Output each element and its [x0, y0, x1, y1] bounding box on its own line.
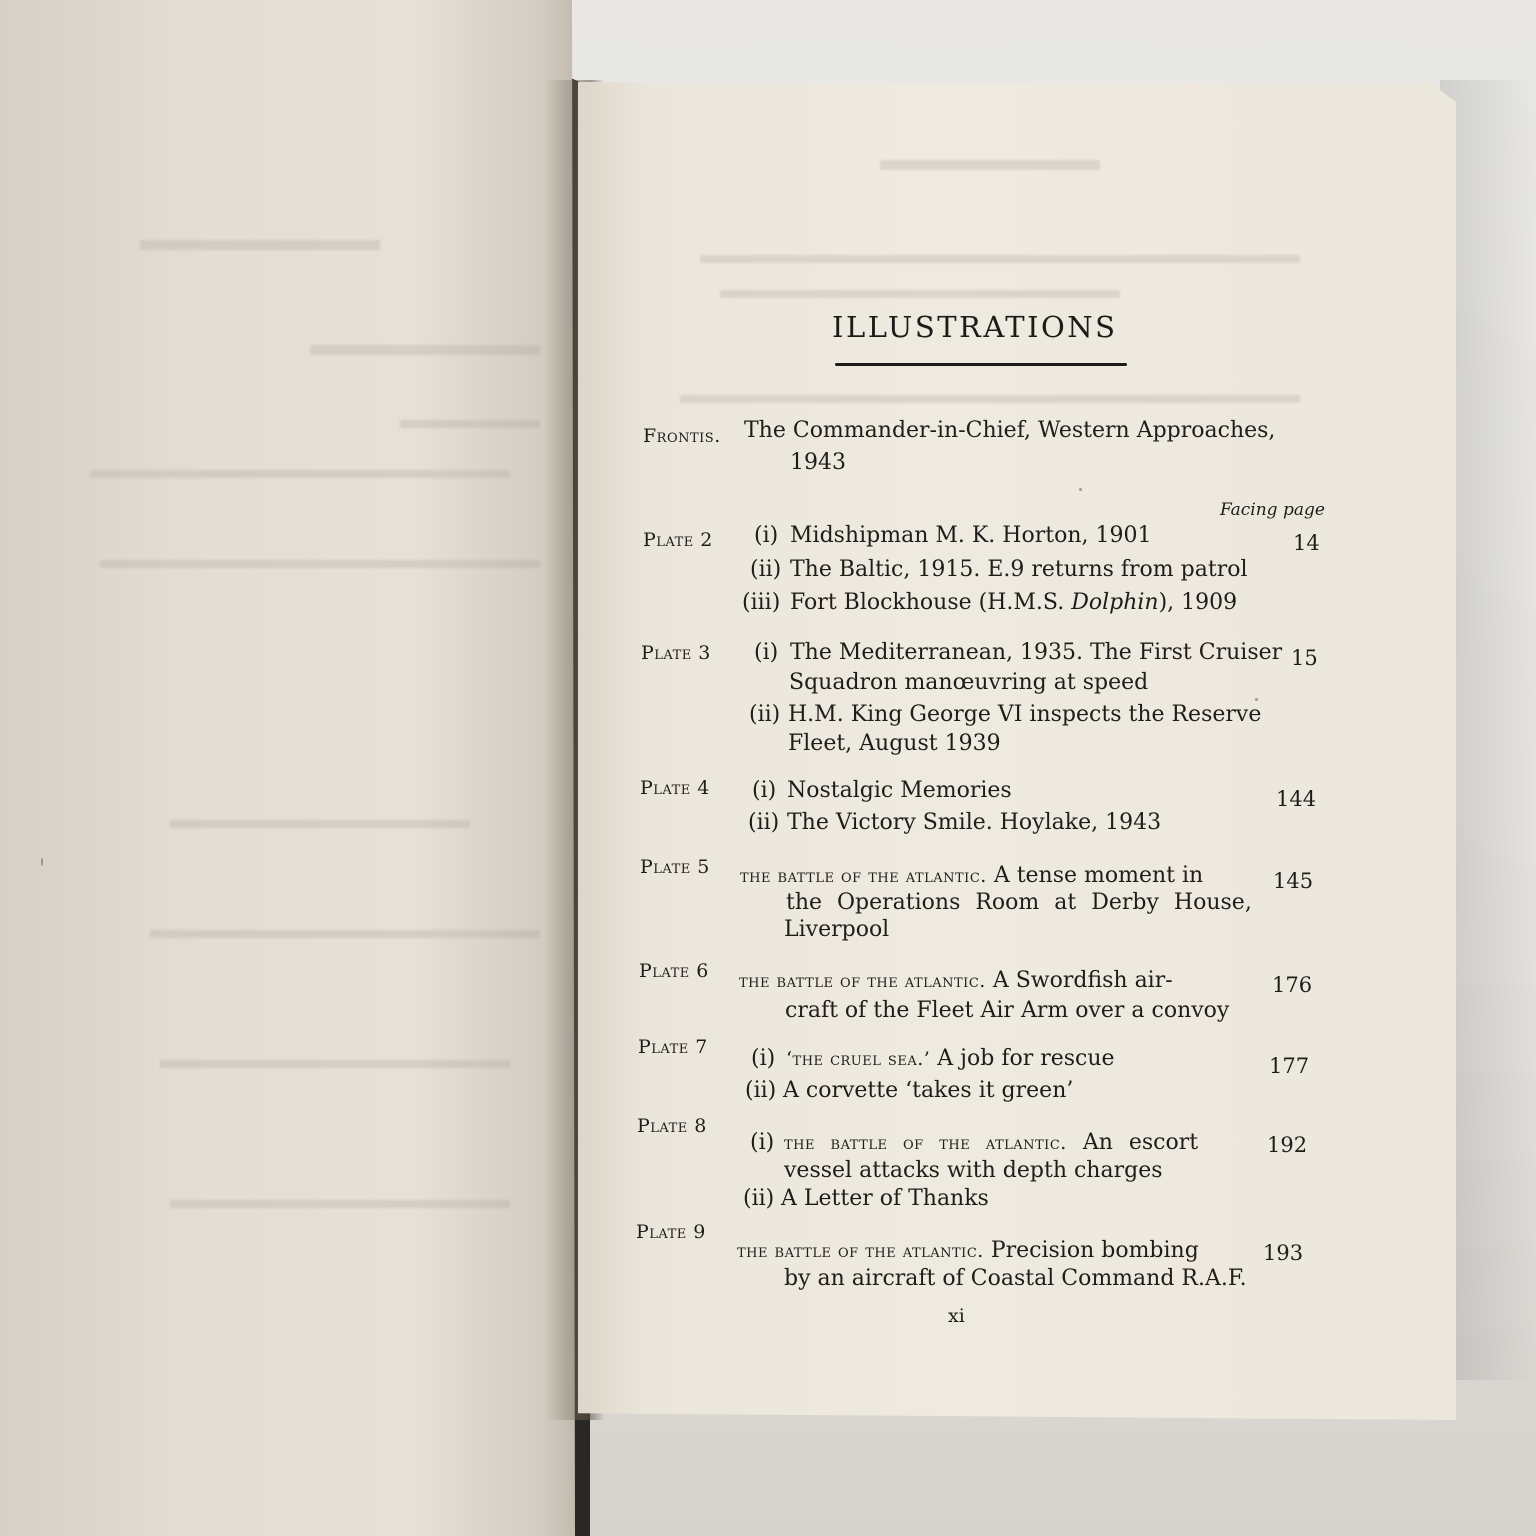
plate-7-item-1-num: (i) — [751, 1046, 776, 1071]
plate-3-item-2-line1: H.M. King George VI inspects the Reserve — [788, 702, 1262, 727]
plate-5-label: Plate 5 — [640, 856, 710, 878]
plate-5-caption-line1: the battle of the atlantic. A tense moment in — [740, 863, 1204, 888]
plate-5-caption-line2: the Operations Room at Derby House, — [786, 890, 1252, 915]
plate-9-caps: the battle of the atlantic. — [737, 1240, 984, 1262]
plate-8-label: Plate 8 — [637, 1115, 707, 1137]
plate-8-item-2-text: A Letter of Thanks — [781, 1186, 989, 1211]
plate-4-item-1-num: (i) — [752, 778, 777, 803]
plate-4-item-2-text: The Victory Smile. Hoylake, 1943 — [787, 810, 1162, 835]
plate-3-item-2-num: (ii) — [749, 702, 781, 727]
plate-7-item-2-text: A corvette ‘takes it green’ — [783, 1078, 1074, 1103]
plate-7-caps: ‘the cruel sea.’ — [786, 1048, 931, 1070]
plate-8-page: 192 — [1267, 1133, 1308, 1157]
plate-4-page: 144 — [1276, 787, 1317, 811]
plate-9-label: Plate 9 — [636, 1221, 706, 1243]
page-number: xi — [948, 1305, 965, 1327]
left-page — [0, 0, 590, 1536]
plate-3-label: Plate 3 — [641, 642, 711, 664]
paper-speck — [1079, 488, 1082, 491]
plate-2-item-2-num: (ii) — [750, 557, 782, 582]
plate-8-item-1-num: (i) — [750, 1130, 775, 1155]
plate-7-page: 177 — [1269, 1054, 1310, 1078]
plate-3-item-1-num: (i) — [754, 640, 779, 665]
plate-5-caps: the battle of the atlantic. — [740, 865, 987, 887]
plate-6-caps: the battle of the atlantic. — [739, 970, 986, 992]
frontis-caption-line1: The Commander-in-Chief, Western Approaches, — [744, 418, 1276, 443]
plate-8-caps: the battle of the atlantic. — [784, 1132, 1067, 1154]
facing-page-header: Facing page — [1220, 500, 1325, 520]
plate-6-caption-line2: craft of the Fleet Air Arm over a convoy — [785, 998, 1230, 1023]
plate-7-item-1-text: ‘the cruel sea.’ A job for rescue — [786, 1046, 1115, 1071]
plate-5-page: 145 — [1273, 869, 1314, 893]
paper-speck — [41, 858, 43, 866]
plate-6-page: 176 — [1272, 973, 1313, 997]
plate-3-item-2-line2: Fleet, August 1939 — [788, 731, 1001, 756]
plate-9-page: 193 — [1263, 1241, 1304, 1265]
frontis-label: Frontis. — [643, 425, 721, 447]
plate-4-item-1-text: Nostalgic Memories — [787, 778, 1012, 803]
right-page — [578, 82, 1456, 1420]
plate-4-item-2-num: (ii) — [748, 810, 780, 835]
title-rule — [835, 363, 1127, 366]
paper-speck — [1255, 698, 1258, 701]
plate-2-item-2-text: The Baltic, 1915. E.9 returns from patrol — [790, 557, 1248, 582]
plate-6-caption-line1: the battle of the atlantic. A Swordfish air- — [739, 968, 1173, 993]
page-title: ILLUSTRATIONS — [832, 310, 1118, 344]
plate-8-item-2-num: (ii) — [743, 1186, 775, 1211]
plate-8-item-1-line2: vessel attacks with depth charges — [784, 1158, 1163, 1183]
plate-7-label: Plate 7 — [638, 1036, 708, 1058]
plate-3-item-1-line2: Squadron manœuvring at speed — [789, 670, 1149, 695]
plate-2-item-1-num: (i) — [754, 523, 779, 548]
plate-6-label: Plate 6 — [639, 960, 709, 982]
plate-2-item-1-text: Midshipman M. K. Horton, 1901 — [790, 523, 1152, 548]
plate-8-item-1-line1: the battle of the atlantic. An escort — [784, 1130, 1199, 1155]
plate-5-caption-line3: Liverpool — [784, 917, 890, 942]
plate-3-item-1-line1: The Mediterranean, 1935. The First Cruiser — [790, 640, 1283, 665]
plate-9-caption-line2: by an aircraft of Coastal Command R.A.F. — [784, 1266, 1247, 1291]
plate-4-label: Plate 4 — [640, 777, 710, 799]
frontis-caption-line2: 1943 — [790, 450, 846, 475]
plate-7-item-2-num: (ii) — [745, 1078, 777, 1103]
plate-9-caption-line1: the battle of the atlantic. Precision bombing — [737, 1238, 1199, 1263]
plate-3-page: 15 — [1291, 646, 1318, 670]
plate-2-item-3-text: Fort Blockhouse (H.M.S. Dolphin), 1909 — [790, 590, 1238, 615]
plate-2-page: 14 — [1293, 531, 1320, 555]
plate-2-item-3-num: (iii) — [742, 590, 781, 615]
plate-2-label: Plate 2 — [643, 529, 713, 551]
